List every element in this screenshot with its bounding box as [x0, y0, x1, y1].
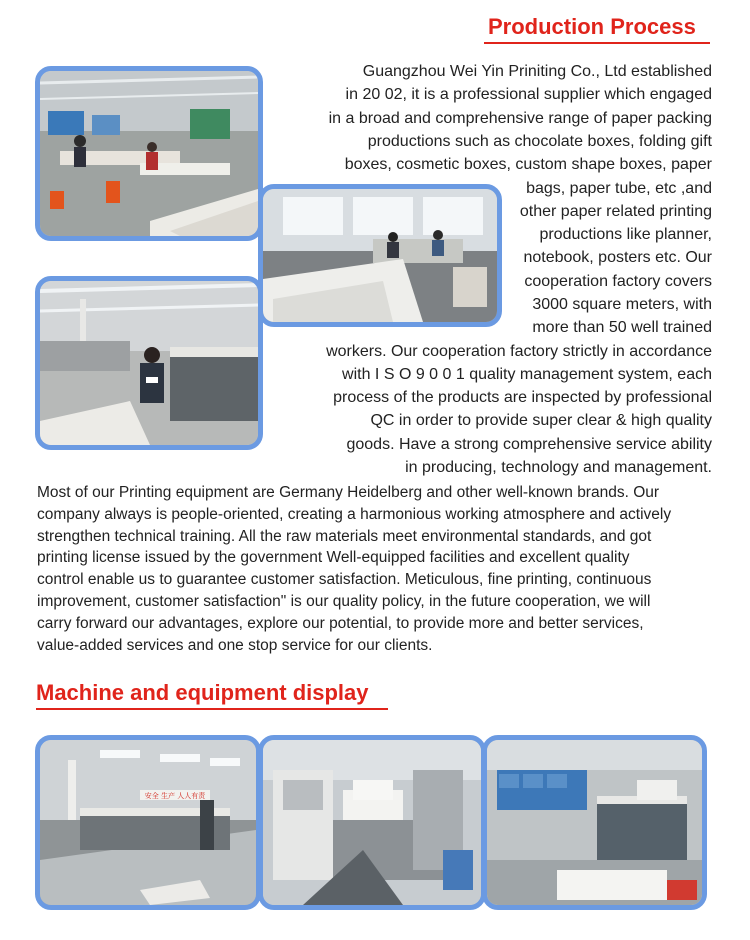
workshop-packing-photo [35, 66, 263, 241]
intro-line: QC in order to provide super clear & high quality [370, 412, 712, 430]
intro-line: notebook, posters etc. Our [523, 249, 712, 267]
intro-line: with I S O 9 0 0 1 quality management system, each [342, 365, 712, 383]
intro-line: more than 50 well trained [532, 319, 712, 337]
intro-line: boxes, cosmetic boxes, custom shape boxes, paper [344, 156, 712, 174]
intro-paragraph-top [272, 60, 712, 176]
printing-press-photo [482, 735, 707, 910]
body-line: improvement, customer satisfaction" is our quality policy, in the future cooperation, we will [37, 592, 651, 610]
press-operator-photo [35, 276, 263, 450]
intro-line: productions such as chocolate boxes, folding gift [367, 132, 712, 150]
intro-line: workers. Our cooperation factory strictly in accordance [326, 342, 712, 360]
intro-paragraph-middle [500, 177, 712, 340]
intro-line: Guangzhou Wei Yin Priniting Co., Ltd established [362, 63, 712, 80]
intro-line: cooperation factory covers [524, 272, 712, 290]
cutting-machine-photo [258, 735, 486, 910]
title-underline [36, 708, 388, 710]
intro-line: goods. Have a strong comprehensive service ability [346, 435, 712, 453]
intro-line: in a broad and comprehensive range of paper packing [328, 109, 712, 127]
body-line: control enable us to guarantee customer satisfaction. Meticulous, fine printing, continuous [37, 571, 652, 589]
title-underline [484, 42, 710, 44]
body-line: printing license issued by the government Well-equipped facilities and excellent quality [37, 549, 630, 567]
body-line: strengthen technical training. All the raw materials meet environmental standards, and got [37, 527, 652, 545]
workers-folding-photo [258, 184, 502, 327]
company-description-paragraph [37, 482, 717, 656]
intro-paragraph-bottom [262, 340, 712, 480]
production-process-title: Production Process [488, 14, 696, 39]
body-line: carry forward our advantages, explore our potential, to provide more and better services, [37, 614, 644, 632]
intro-line: productions like planner, [539, 226, 712, 244]
machine-display-title: Machine and equipment display [36, 680, 369, 705]
body-line: Most of our Printing equipment are Germany Heidelberg and other well-known brands. Our [37, 484, 660, 501]
intro-line: in producing, technology and management. [405, 458, 712, 476]
heidelberg-press-line-photo [35, 735, 261, 910]
intro-line: 3000 square meters, with [532, 295, 712, 313]
intro-line: bags, paper tube, etc ,and [526, 179, 712, 197]
intro-line: process of the products are inspected by professional [333, 389, 712, 407]
body-line: value-added services and one stop service for our clients. [37, 636, 433, 654]
body-line: company always is people-oriented, creating a harmonious working atmosphere and actively [37, 505, 672, 523]
intro-line: in 20 02, it is a professional supplier which engaged [345, 86, 712, 104]
intro-line: other paper related printing [519, 202, 712, 220]
safety-sign-text: 安全 生产 人人有责 [144, 792, 206, 800]
